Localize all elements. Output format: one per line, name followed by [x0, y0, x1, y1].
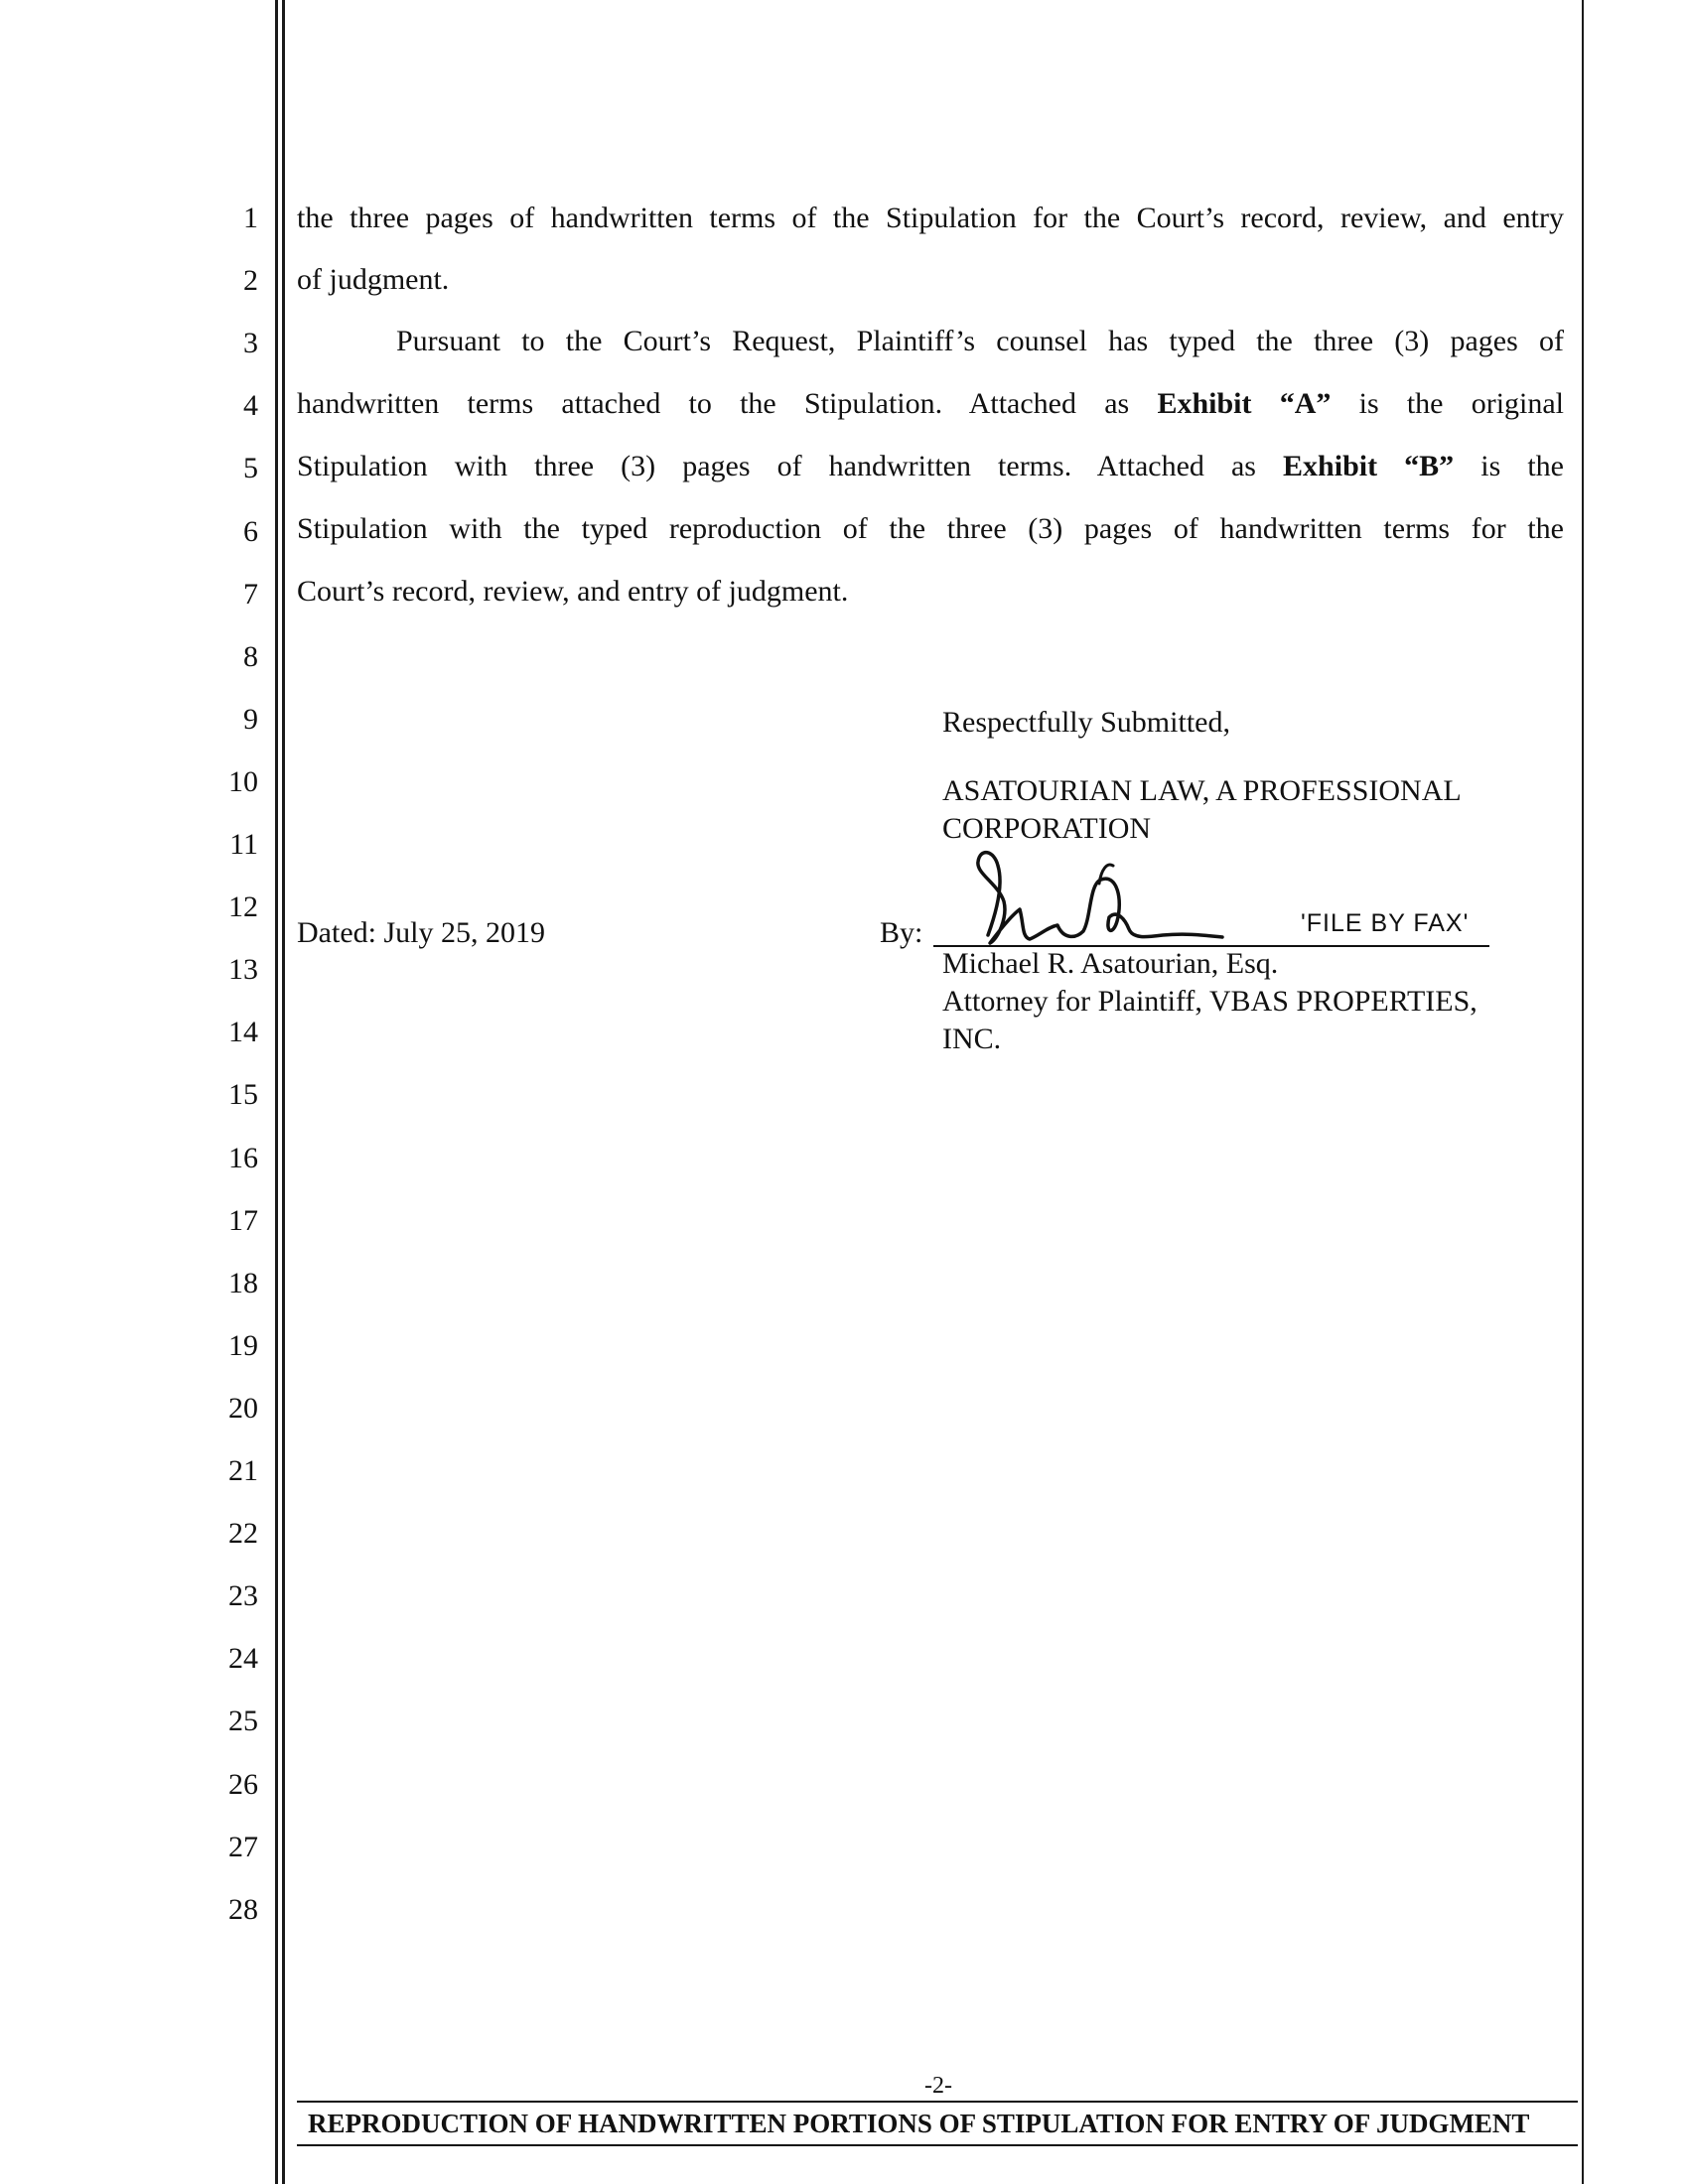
line-number: 4 [243, 389, 258, 423]
left-margin-rule-outer [275, 0, 278, 2184]
firm-name-line-2: CORPORATION [942, 812, 1152, 845]
page-number: -2- [924, 2073, 952, 2099]
exhibit-b-ref: Exhibit “B” [1283, 450, 1455, 482]
body-line-6: Stipulation with the typed reproduction of the three (3) pages of handwritten terms for the [297, 512, 1564, 545]
line-number: 22 [228, 1517, 258, 1551]
body-line-5-c: is the [1480, 450, 1564, 482]
body-line-1: the three pages of handwritten terms of the Stipulation for the Court’s record, review, and entry [297, 202, 1564, 234]
body-line-4 [297, 389, 1564, 419]
line-number: 16 [228, 1141, 258, 1174]
left-margin-rule-inner [282, 0, 285, 2184]
line-number: 24 [228, 1642, 258, 1676]
footer-title: REPRODUCTION OF HANDWRITTEN PORTIONS OF STIPULATION FOR ENTRY OF JUDGMENT [308, 2109, 1530, 2138]
attorney-name: Michael R. Asatourian, Esq. [942, 947, 1279, 980]
line-number: 15 [228, 1078, 258, 1112]
footer-rule-bottom [297, 2144, 1578, 2146]
line-number: 21 [228, 1454, 258, 1487]
line-number: 20 [228, 1391, 258, 1425]
line-number: 6 [243, 514, 258, 548]
line-number: 11 [229, 828, 258, 861]
line-number: 8 [243, 639, 258, 673]
attorney-role-line-2: INC. [942, 1023, 1002, 1055]
attorney-role-line-1: Attorney for Plaintiff, VBAS PROPERTIES, [942, 985, 1477, 1018]
body-line-4-c: is the original [1358, 387, 1565, 420]
line-number: 12 [228, 890, 258, 924]
line-number: 27 [228, 1830, 258, 1863]
line-number: 5 [243, 452, 258, 485]
line-number: 3 [243, 327, 258, 360]
footer-rule-top [297, 2101, 1578, 2103]
line-number: 1 [243, 202, 258, 234]
body-line-3: Pursuant to the Court’s Request, Plaintiff’s counsel has typed the three (3) pages of [396, 325, 1564, 357]
line-number: 10 [228, 764, 258, 798]
exhibit-a-ref: Exhibit “A” [1157, 387, 1332, 420]
line-number: 9 [243, 702, 258, 736]
body-line-5 [297, 452, 1564, 481]
line-number: 23 [228, 1579, 258, 1613]
handwritten-signature [968, 844, 1266, 953]
line-number: 14 [228, 1016, 258, 1049]
line-number: 28 [228, 1892, 258, 1926]
by-label: By: [880, 916, 923, 949]
line-number: 26 [228, 1767, 258, 1801]
firm-name-line-1: ASATOURIAN LAW, A PROFESSIONAL [942, 774, 1462, 807]
file-by-fax-stamp: 'FILE BY FAX' [1301, 909, 1470, 937]
body-line-5-a: Stipulation with three (3) pages of handwritten terms. Attached as [297, 450, 1256, 482]
line-number: 18 [228, 1266, 258, 1299]
line-number: 25 [228, 1705, 258, 1738]
closing: Respectfully Submitted, [942, 706, 1230, 739]
body-line-7: Court’s record, review, and entry of judgment. [297, 575, 849, 608]
line-number: 7 [243, 577, 258, 611]
dated-line: Dated: July 25, 2019 [297, 916, 545, 949]
line-number: 13 [228, 953, 258, 987]
line-number: 17 [228, 1203, 258, 1237]
body-line-2: of judgment. [297, 263, 450, 296]
line-number: 19 [228, 1328, 258, 1362]
right-margin-rule [1582, 0, 1584, 2184]
body-line-4-a: handwritten terms attached to the Stipulation. Attached as [297, 387, 1130, 420]
line-number: 2 [243, 264, 258, 298]
